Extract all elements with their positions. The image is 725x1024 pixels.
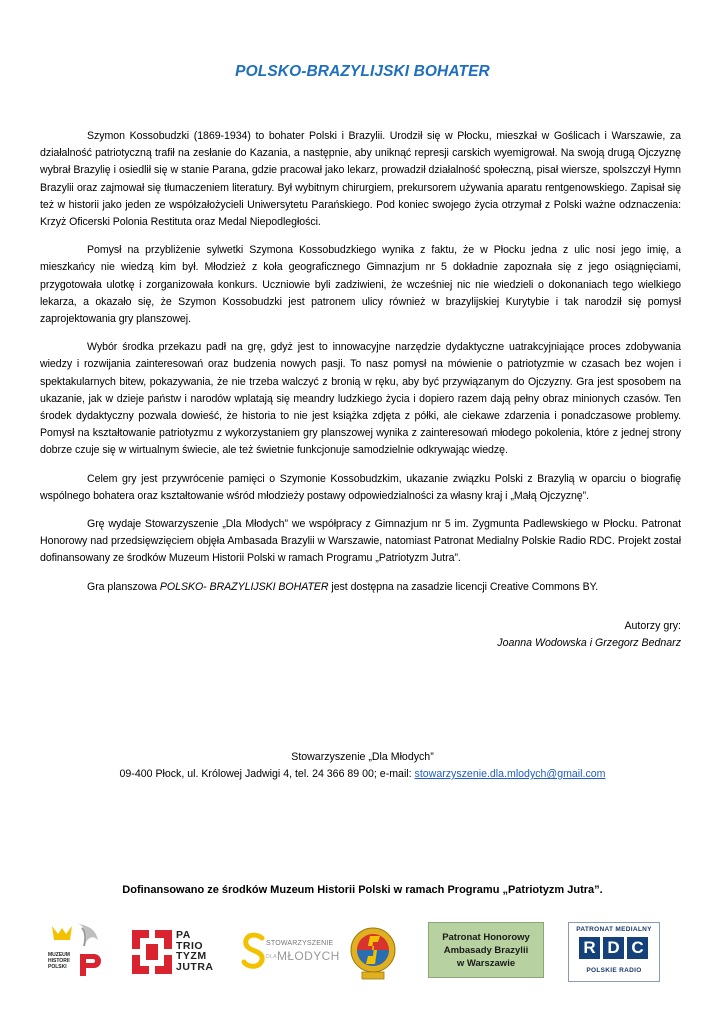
contact-block <box>0 749 725 783</box>
authors-names: Joanna Wodowska i Grzegorz Bednarz <box>497 637 681 649</box>
sponsor-logos <box>48 922 668 984</box>
funding-note: Dofinansowano ze środków Muzeum Historii Polski w ramach Programu „Patriotyzm Jutra”. <box>122 884 603 896</box>
ph-line-3: w Warszawie <box>456 957 516 969</box>
patriotyzm-jutra-text <box>176 930 214 972</box>
authors-block <box>497 618 681 652</box>
paragraph-4: Celem gry jest przywrócenie pamięci o Szymonie Kossobudzkim, ukazanie związku Polski z Brazylią w oparciu o biografię wspólnego bohatera oraz kształtowanie wśród młodzieży postawy odpowiedzialności za własny kraj i „Małą Ojczyznę”. <box>40 472 681 502</box>
contact-org: Stowarzyszenie „Dla Młodych” <box>291 751 434 763</box>
rdc-letter-c: C <box>627 937 648 959</box>
rdc-top-text: PATRONAT MEDIALNY <box>576 926 652 933</box>
paragraph-1: Szymon Kossobudzki (1869-1934) to bohater Polski i Brazylii. Urodził się w Płocku, mieszkał w Goślicach i Warszawie, za działalność patriotyczną trafił na zesłanie do Kazania, a następnie, aby uniknąć represji carskich wyemigrował. Na swoją drugą Ojczyznę wybrał Brazylię i osiedlił się w stanie Parana, gdzie pracował jako lekarz, prowadził działalność społeczną, pisał wiersze, spolszczył Hymn Brazylii oraz zajmował się tłumaczeniem literatury. Był wybitnym chirurgiem, prekursorem używania aparatu rentgenowskiego. Zapisał się też w historii jako jeden ze współzałożycieli Uniwersytetu Parańskiego. Pod koniec swojego życia otrzymał z Polski ważne odznaczenia: Krzyż Oficerski Polonia Restituta oraz Medal Niepodległości. <box>40 130 681 229</box>
ph-line-2: Ambasady Brazylii <box>443 944 529 956</box>
pj-line-2: TRIO <box>176 939 204 952</box>
mhp-logo <box>48 922 104 980</box>
mhp-logo-text: MUZEUM HISTORII POLSKI <box>48 952 70 970</box>
eagle-icon <box>48 922 104 952</box>
pj-line-4: JUTRA <box>176 960 214 973</box>
stowarzyszenie-s-icon <box>240 932 268 972</box>
license-game-name: POLSKO- BRAZYLIJSKI BOHATER <box>159 580 329 593</box>
school-badge-icon <box>348 922 398 982</box>
document-title: POLSKO-BRAZYLIJSKI BOHATER <box>235 63 490 80</box>
rdc-letters <box>579 937 648 959</box>
stowarzyszenie-small: DLA <box>266 953 277 960</box>
stowarzyszenie-logo <box>240 928 340 980</box>
stowarzyszenie-line-1: STOWARZYSZENIE <box>266 940 334 947</box>
paragraph-2: Pomysł na przybliżenie sylwetki Szymona Kossobudzkiego wynika z faktu, że w Płocku jedna z ulic nosi jego imię, a mieszkańcy nie wiedzą kim był. Młodzież z koła geograficznego Gimnazjum nr 5 dokładnie zapoznała się z jego osiągnięciami, przygotowała ulotkę i zorganizowała konkurs. Uczniowie byli zadziwieni, że wcześniej nic nie wiedzieli o dokonaniach tego wielkiego lekarza, a okazało się, że Szymon Kossobudzki jest patronem ulicy również w brazylijskiej Kurytybie i tak narodził się pomysł zaprojektowania gry planszowej. <box>40 244 681 326</box>
stowarzyszenie-main: MŁODYCH <box>276 949 340 963</box>
mhp-p-mark-icon <box>78 952 102 978</box>
contact-address-line <box>0 766 725 783</box>
rdc-letter-r: R <box>579 937 600 959</box>
rdc-bottom-text: POLSKIE RADIO <box>586 967 642 974</box>
patriotyzm-jutra-logo <box>132 922 232 978</box>
pj-line-1: PA <box>176 929 191 941</box>
document-body <box>40 128 681 607</box>
gimnazjum-badge <box>348 922 398 982</box>
license-suffix: jest dostępna na zasadzie licencji Creative Commons BY. <box>328 580 599 593</box>
paragraph-5: Grę wydaje Stowarzyszenie „Dla Młodych” we współpracy z Gimnazjum nr 5 im. Zygmunta Padlewskiego w Płocku. Patronat Honorowy nad przedsięwzięciem objęła Ambasada Brazylii w Warszawie, natomiast Patronat Medialny Polskie Radio RDC. Projekt został dofinansowany ze środków Muzeum Historii Polski w ramach Programu „Patriotyzm Jutra”. <box>40 518 681 565</box>
paragraph-3: Wybór środka przekazu padł na grę, gdyż jest to innowacyjne narzędzie dydaktyczne uatrakcyjniające proces zdobywania wiedzy i rozwijania zainteresowań oraz budzenia nowych pasji. To nasz pomysł na mówienie o patriotyzmie w czasach bez wojen i spektakularnych bitew, pokazywania, że nie trzeba walczyć z bronią w ręku, aby być przywiązanym do Ojczyzny. Gra jest sposobem na ukazanie, jak w dzieje państw i narodów wplatają się meandry ludzkiego życia i dopiero razem dają pełny obraz minionych czasów. Ten środek dydaktyczny pozwala dowieść, że historia to nie jest książka zdjęta z półki, ale ciekawe zdarzenia i ponadczasowe problemy. Pomysł na kształtowanie patriotyzmu z wykorzystaniem gry planszowej wynika z zainteresowań młodego pokolenia, które z jednej strony dobrze czuje się w wirtualnym świecie, ale też świetnie funkcjonuje samodzielnie odkrywając wiedzę. <box>40 341 681 457</box>
pj-line-3: TYZM <box>176 950 207 962</box>
contact-email-link[interactable]: stowarzyszenie.dla.mlodych@gmail.com <box>414 768 606 780</box>
license-prefix: Gra planszowa <box>87 580 160 593</box>
rdc-letter-d: D <box>603 937 624 959</box>
patronat-honorowy-box <box>428 922 544 978</box>
stowarzyszenie-line-2 <box>266 949 340 963</box>
ph-line-1: Patronat Honorowy <box>442 931 530 943</box>
authors-label: Autorzy gry: <box>624 620 681 632</box>
contact-address: 09-400 Płock, ul. Królowej Jadwigi 4, tel. 24 366 89 00; e-mail: <box>119 768 415 780</box>
patriotyzm-cross-icon <box>132 930 172 974</box>
license-paragraph <box>40 579 681 596</box>
rdc-logo <box>568 922 660 982</box>
